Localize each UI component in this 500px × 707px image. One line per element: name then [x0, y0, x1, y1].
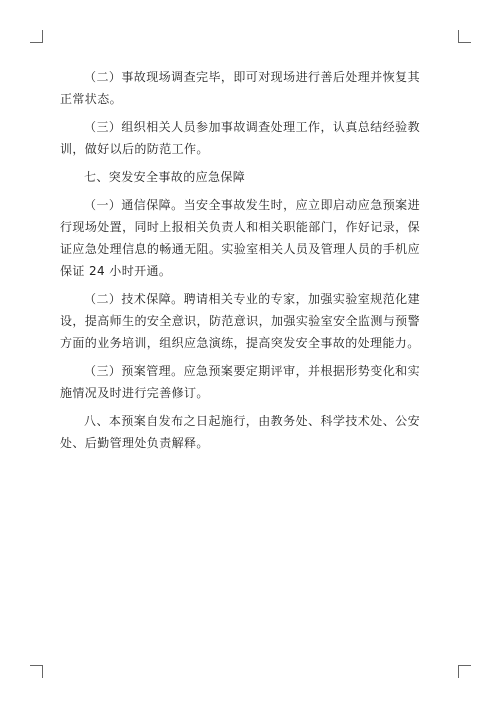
crop-mark-top-left	[30, 30, 43, 43]
paragraph-organize-investigation: （三）组织相关人员参加事故调查处理工作，认真总结经验教训，做好以后的防范工作。	[60, 120, 420, 156]
crop-mark-bottom-right	[458, 665, 471, 678]
paragraph-plan-management: （三）预案管理。应急预案要定期评审，并根据形势变化和实施情况及时进行完善修订。	[60, 364, 420, 400]
document-body	[60, 66, 420, 460]
crop-mark-top-right	[458, 30, 471, 43]
paragraph-technical-support: （二）技术保障。聘请相关专业的专家，加强实验室规范化建设，提高师生的安全意识，防范意识，加强实验室安全监测与预警方面的业务培训，组织应急演练，提高突发安全事故的处理能力。	[60, 292, 420, 350]
paragraph-investigation-complete: （二）事故现场调查完毕，即可对现场进行善后处理并恢复其正常状态。	[60, 70, 420, 106]
crop-mark-bottom-left	[30, 665, 43, 678]
paragraph-communication-support: （一）通信保障。当安全事故发生时，应立即启动应急预案进行现场处置，同时上报相关负责人和相关职能部门，作好记录，保证应急处理信息的畅通无阻。实验室相关人员及管理人员的手机应保证 24 小时开通。	[60, 198, 420, 278]
section-heading-emergency-support: 七、突发安全事故的应急保障	[84, 170, 246, 184]
paragraph-effective-date: 八、本预案自发布之日起施行，由教务处、科学技术处、公安处、后勤管理处负责解释。	[60, 414, 420, 450]
